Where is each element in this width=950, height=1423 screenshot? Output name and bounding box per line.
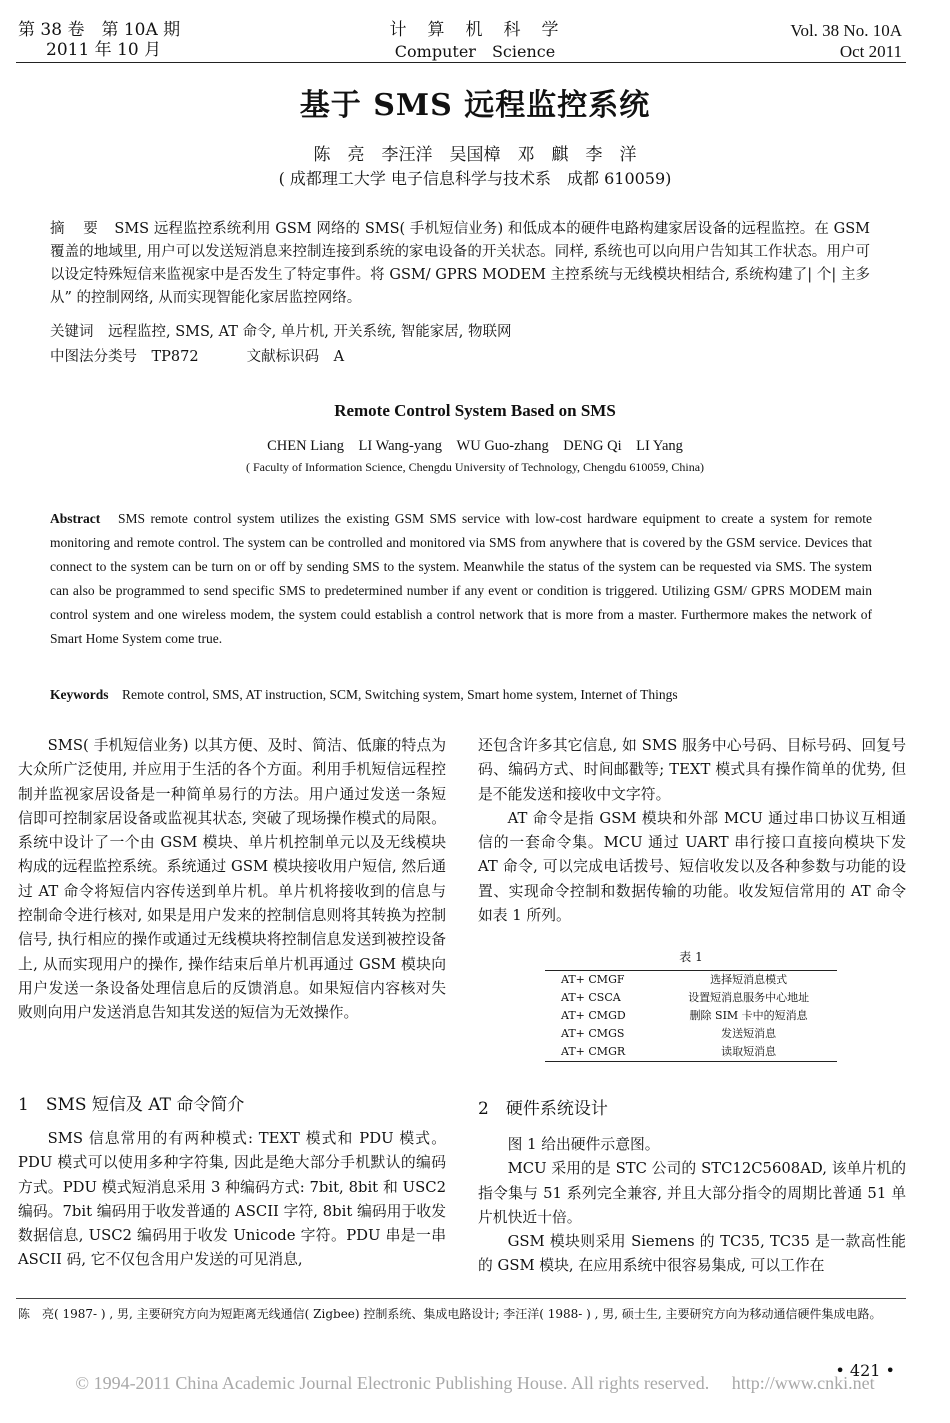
copyright-watermark: © 1994-2011 China Academic Journal Electronic Publishing House. All rights reserved. http://www.cnki.net [75, 1373, 875, 1393]
keywords-en-label: Keywords [50, 687, 109, 702]
section-2-para-1: 图 1 给出硬件示意图。 [507, 1136, 660, 1153]
table-row [545, 971, 837, 989]
authors-en: CHEN Liang LI Wang-yang WU Guo-zhang DENG Qi LI Yang [267, 438, 683, 454]
table-row [545, 1007, 837, 1025]
journal-volume: 第 38 卷 第 10A 期 [18, 20, 181, 40]
abstract-cn-text: SMS 远程监控系统利用 GSM 网络的 SMS( 手机短信业务) 和低成本的硬件电路构建家居设备的远程监控。在 GSM 覆盖的地域里, 用户可以发送短消息来控制连接到系统的家电设备的开关状态。同样, 系统也可以向用户告知其工作状态。用户可以设定特殊短信来监视家中是否发生了特定事件。将 GSM/ GPRS MODEM 主控系统与无线模块相结合, 系统构建了| 个| 主多从” 的控制网络, 从而实现智能化家居监控网络。 [50, 221, 871, 306]
section-1-paragraph: SMS 信息常用的有两种模式: TEXT 模式和 PDU 模式。PDU 模式可以使用多种字符集, 因此是绝大部分手机默认的编码方式。PDU 模式短消息采用 3 种编码方式: 7bit, 8bit 和 USC2 编码。7bit 编码用于收发普通的 ASCII 字符, 8bit 编码用于收发数据信息, USC2 编码用于收发 Unicode 字符。PDU 串是一串 ASCII 码, 它不仅包含用户发送的可见消息, [18, 1130, 446, 1269]
intro-paragraph: SMS( 手机短信业务) 以其方便、及时、简洁、低廉的特点为大众所广泛使用, 并应用于生活的各个方面。利用手机短信远程控制并监视家居设备是一种简单易行的方法。用户通过发送一条短信即可控制家居设备或监视其状态, 突破了现场操作模式的局限。系统中设计了一个由 GSM 模块、单片机控制单元以及无线模块构成的远程监控系统。系统通过 GSM 模块接收用户短信, 然后通过 AT 命令将短信内容传送到单片机。单片机将接收到的信息与控制命令进行核对, 如果是用户发来的控制信息则将其转换为控制信号, 执行相应的操作或通过无线模块将控制信息发送到被控设备上, 从而实现用户的操作, 操作结束后单片机再通过 GSM 模块向用户发送一条设备处理信息后的反馈消息。如果短信内容核对失败则向用户发送消息告知其发送的短信为无效操作。 [18, 737, 446, 1022]
right-para-2: AT 命令是指 GSM 模块和外部 MCU 通过串口协议互相通信的一套命令集。MCU 通过 UART 串行接口直接向模块下发 AT 命令, 可以完成电话拨号、短信收发以及各种参数与功能的设置、实现命令控制和数据传输的功能。收发短信常用的 AT 命令如表 1 所列。 [478, 809, 906, 925]
table-cell-description: 删除 SIM 卡中的短消息 [689, 1009, 808, 1022]
keywords-en-text: Remote control, SMS, AT instruction, SCM, Switching system, Smart home system, Internet of Things [122, 687, 678, 702]
journal-name-en: Computer Science [394, 42, 556, 61]
table-cell-command: AT+ CMGF [561, 973, 625, 986]
section-2-para-2: MCU 采用的是 STC 公司的 STC12C5608AD, 该单片机的指令集与 51 系列完全兼容, 并且大部分指令的周期比普通 51 单片机快近十倍。 [478, 1160, 906, 1226]
header-rule [16, 62, 906, 63]
table-cell-description: 设置短消息服务中心地址 [688, 991, 810, 1004]
abstract-cn-label: 摘 要 [50, 221, 100, 237]
paper-title-en: Remote Control System Based on SMS [334, 401, 616, 420]
footnote: 陈 亮( 1987- ) , 男, 主要研究方向为短距离无线通信( Zigbee) 控制系统、集成电路设计; 李汪洋( 1988- ) , 男, 硕士生, 主要研究方向为移动通信硬件集成电路。 [18, 1307, 882, 1321]
table-row [545, 1025, 837, 1043]
keywords-cn-text: 远程监控, SMS, AT 命令, 单片机, 开关系统, 智能家居, 物联网 [108, 324, 512, 340]
journal-vol-en: Vol. 38 No. 10A [790, 21, 902, 40]
journal-date-en: Oct 2011 [839, 42, 902, 61]
table-1-caption: 表 1 [679, 950, 703, 964]
abstract-en [50, 507, 872, 651]
table-row [545, 989, 837, 1007]
table-1 [545, 970, 837, 1062]
table-cell-command: AT+ CMGR [561, 1045, 626, 1058]
table-cell-description: 发送短消息 [721, 1027, 777, 1040]
page-number: • 421 • [835, 1361, 895, 1380]
table-cell-description: 读取短消息 [721, 1045, 777, 1058]
doc-code-label: 文献标识码 [246, 349, 320, 365]
section-2-heading: 2 硬件系统设计 [478, 1099, 608, 1119]
journal-name-cn: 计 算 机 科 学 [389, 20, 561, 40]
journal-date: 2011 年 10 月 [46, 40, 162, 60]
table-row [545, 1043, 837, 1061]
keywords-en [50, 683, 900, 707]
abstract-en-label: Abstract [50, 511, 101, 526]
table-cell-command: AT+ CSCA [561, 991, 621, 1004]
affiliation-en: ( Faculty of Information Science, Chengdu University of Technology, Chengdu 610059, China) [245, 460, 705, 474]
left-column [18, 734, 446, 1026]
right-para-1: 还包含许多其它信息, 如 SMS 服务中心号码、目标号码、回复号码、编码方式、时间邮戳等; TEXT 模式具有操作简单的优势, 但是不能发送和接收中文字符。 [478, 737, 906, 803]
clc-value: TP872 [151, 349, 199, 365]
table-cell-command: AT+ CMGD [561, 1009, 626, 1022]
authors-cn: 陈 亮 李汪洋 吴国樟 邓 麒 李 洋 [313, 145, 637, 165]
table-cell-description: 选择短消息模式 [710, 973, 788, 986]
clc-label: 中图法分类号 [50, 349, 137, 365]
paper-title-cn: 基于 SMS 远程监控系统 [299, 88, 651, 123]
section-1-body [18, 1127, 446, 1273]
section-1-heading: 1 SMS 短信及 AT 命令简介 [18, 1095, 245, 1115]
abstract-en-text: SMS remote control system utilizes the existing GSM SMS service with low-cost hardware equipment to create a system for remote monitoring and remote control. The system can be controlled and monitored via SMS from anywhere that is covered by the GSM service. Devices that connect to the system can be turn on or off by sending SMS to the system. Meanwhile the status of the system can be requested via SMS. The system can also be programmed to send specific SMS to predetermined number if any event or condition is triggered. Utilizing GSM/ GPRS MODEM main control system and one wireless modem, the system could establish a control network that is more from a master. Furthermore makes the network of Smart Home System come true. [50, 511, 873, 646]
right-column [478, 734, 906, 928]
doc-code-value: A [333, 349, 345, 365]
table-cell-command: AT+ CMGS [561, 1027, 625, 1040]
classification [50, 346, 870, 369]
footnote-rule [16, 1298, 906, 1299]
table-1-body [545, 971, 837, 1061]
abstract-cn [50, 218, 870, 310]
keywords-cn [50, 321, 870, 344]
affiliation-cn: ( 成都理工大学 电子信息科学与技术系 成都 610059) [278, 169, 672, 188]
section-2-body [478, 1133, 906, 1279]
section-2-para-3: GSM 模块则采用 Siemens 的 TC35, TC35 是一款高性能的 GSM 模块, 在应用系统中很容易集成, 可以工作在 [478, 1233, 906, 1275]
keywords-cn-label: 关键词 [50, 324, 94, 340]
